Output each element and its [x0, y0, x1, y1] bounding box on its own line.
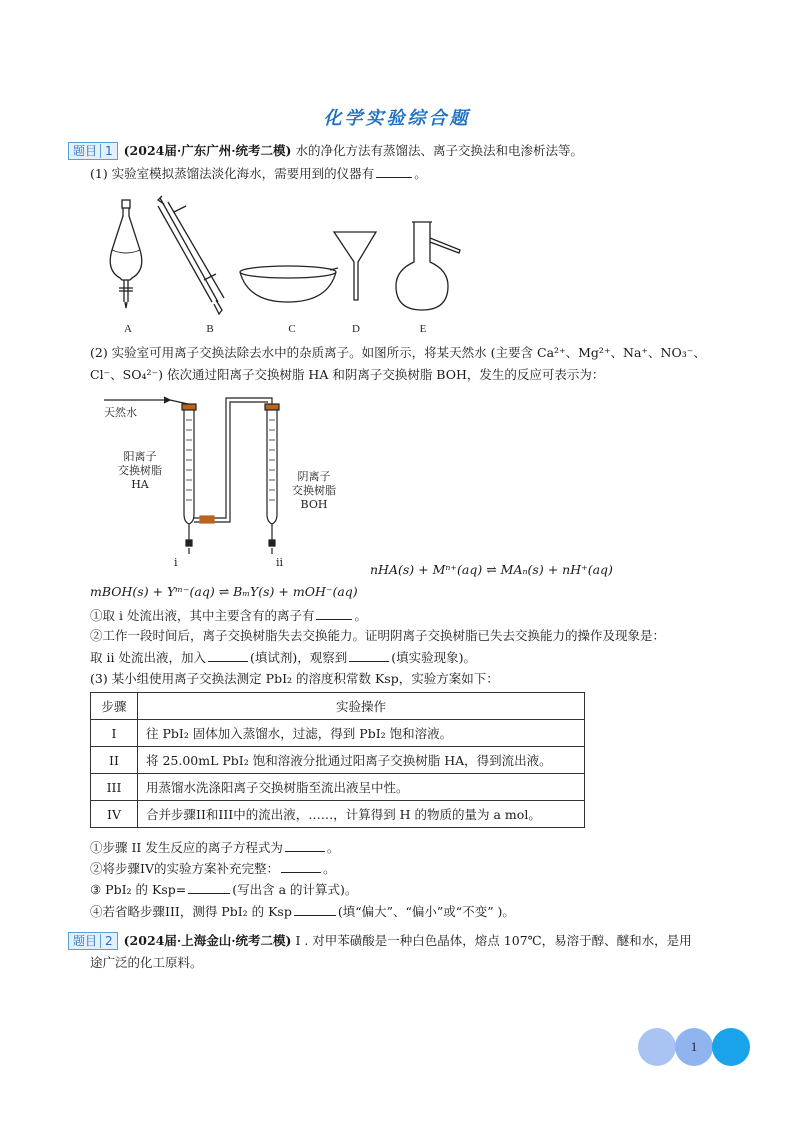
part-3-question-3: ③ PbI₂ 的 Ksp= (写出含 a 的计算式)。 — [90, 882, 358, 897]
part-3-text: (3) 某小组使用离子交换法测定 PbI₂ 的溶度积常数 Ksp，实验方案如下： — [90, 671, 499, 686]
question-1-header — [68, 142, 583, 160]
table-cell-operation: 用蒸馏水洗涤阳离子交换树脂至流出液呈中性。 — [138, 774, 585, 801]
badge-circle-left — [638, 1028, 676, 1066]
answer-blank[interactable] — [294, 902, 336, 916]
answer-blank[interactable] — [316, 606, 352, 620]
right-resin-label-2: 交换树脂 — [292, 484, 336, 497]
table-cell-operation: 将 25.00mL PbI₂ 饱和溶液分批通过阳离子交换树脂 HA，得到流出液。 — [138, 747, 585, 774]
table-cell-step: IV — [91, 801, 138, 828]
equation-2: mBOH(s) + Yᵐ⁻(aq) ⇌ BₘY(s) + mOH⁻(aq) — [90, 584, 358, 599]
outlet-ii-label: ii — [276, 556, 284, 569]
separatory-funnel-drawing — [110, 200, 142, 308]
table-row — [91, 774, 585, 801]
page-number: 1 — [690, 1039, 698, 1054]
apparatus-figure — [90, 190, 480, 338]
apparatus-label-b: B — [206, 323, 214, 335]
left-resin-label-2: 交换树脂 — [118, 464, 162, 477]
part-1-text: (1) 实验室模拟蒸馏法淡化海水，需要用到的仪器有 。 — [90, 166, 427, 181]
outlet-i-label: i — [174, 556, 178, 569]
equation-1: nHA(s) + Mⁿ⁺(aq) ⇌ MAₙ(s) + nH⁺(aq) — [370, 562, 613, 577]
left-resin-label-1: 阳离子 — [123, 450, 157, 463]
answer-blank[interactable] — [188, 880, 230, 894]
table-cell-operation: 往 PbI₂ 固体加入蒸馏水，过滤，得到 PbI₂ 饱和溶液。 — [138, 720, 585, 747]
natural-water-label: 天然水 — [104, 406, 137, 419]
table-row — [91, 801, 585, 828]
table-cell-step: I — [91, 720, 138, 747]
evaporating-dish-drawing — [240, 266, 338, 302]
condenser-drawing — [158, 196, 224, 314]
part-3-question-2: ②将步骤IV的实验方案补充完整： 。 — [90, 861, 336, 876]
table-cell-operation: 合并步骤II和III中的流出液，……，计算得到 H 的物质的量为 a mol。 — [138, 801, 585, 828]
apparatus-label-e: E — [419, 323, 427, 335]
right-resin-label-1: 阴离子 — [297, 470, 331, 483]
badge-circle-right — [712, 1028, 750, 1066]
sub-question-2-cont: 取 ii 处流出液，加入 (填试剂)，观察到 (填实验现象)。 — [90, 650, 476, 665]
sub-question-2: ②工作一段时间后，离子交换树脂失去交换能力。证明阴离子交换树脂已失去交换能力的操作及现象是： — [90, 628, 666, 643]
question-intro: 水的净化方法有蒸馏法、离子交换法和电渗析法等。 — [295, 143, 583, 158]
apparatus-label-a: A — [124, 323, 132, 335]
right-resin-label-3: BOH — [300, 498, 328, 511]
question-2-text-cont: 途广泛的化工原料。 — [90, 955, 203, 970]
page-title: 化学实验综合题 — [323, 108, 471, 129]
part-3-question-4: ④若省略步骤III，测得 PbI₂ 的 Ksp (填“偏大”、“偏小”或“不变” )。 — [90, 904, 515, 919]
sub-question-1: ①取 i 处流出液，其中主要含有的离子有 。 — [90, 608, 367, 623]
question-text: I . 对甲苯磺酸是一种白色晶体，熔点 107℃，易溶于醇、醚和水，是用 — [295, 933, 692, 948]
answer-blank[interactable] — [376, 164, 412, 178]
table-cell-step: II — [91, 747, 138, 774]
answer-blank[interactable] — [349, 648, 389, 662]
answer-blank[interactable] — [208, 648, 248, 662]
page-number-badge — [638, 1028, 750, 1066]
table-header-row — [91, 693, 585, 720]
question-2-header — [68, 932, 692, 950]
distillation-flask-drawing — [396, 222, 460, 310]
question-source: (2024届·广东广州·统考二模) — [123, 143, 292, 158]
part-3-question-1: ①步骤 II 发生反应的离子方程式为 。 — [90, 840, 340, 855]
answer-blank[interactable] — [281, 859, 321, 873]
apparatus-label-c: C — [288, 323, 296, 335]
part-2-line-1: (2) 实验室可用离子交换法除去水中的杂质离子。如图所示，将某天然水 (主要含 Ca²⁺、Mg²⁺、Na⁺、NO₃⁻、 — [90, 345, 706, 360]
ion-exchange-diagram — [100, 390, 380, 572]
question-tag: 题目 2 — [68, 932, 118, 950]
table-cell-step: III — [91, 774, 138, 801]
answer-blank[interactable] — [285, 838, 325, 852]
question-source: (2024届·上海金山·统考二模) — [123, 933, 292, 948]
table-header-cell: 步骤 — [91, 693, 138, 720]
apparatus-label-d: D — [352, 323, 360, 335]
table-row — [91, 720, 585, 747]
left-resin-label-3: HA — [131, 478, 149, 491]
question-tag: 题目 1 — [68, 142, 118, 160]
funnel-drawing — [334, 232, 376, 300]
experiment-steps-table — [90, 692, 585, 828]
table-header-cell: 实验操作 — [138, 693, 585, 720]
table-row — [91, 747, 585, 774]
part-2-line-2: Cl⁻、SO₄²⁻) 依次通过阳离子交换树脂 HA 和阴离子交换树脂 BOH，发生的反应可表示为： — [90, 367, 605, 382]
